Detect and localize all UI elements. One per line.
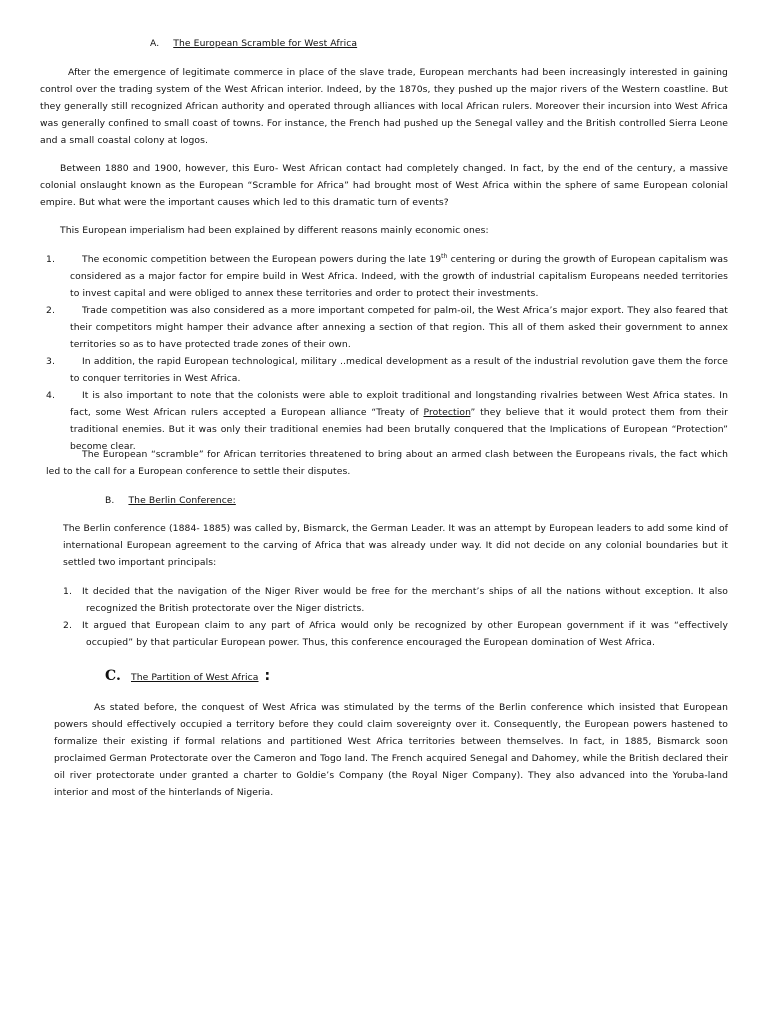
list-item <box>63 583 728 617</box>
section-a-paragraph-2: Between 1880 and 1900, however, this Euro- West African contact had completely changed. In fact, by the end of the century, a massive colonial onslaught known as the European “Scramble for Africa” had brought most of West Africa within the sphere of same European colonial empire. But what were the important causes which led to this dramatic turn of events? <box>40 163 728 208</box>
section-b-heading <box>105 492 236 509</box>
causes-list <box>46 251 728 455</box>
list-item-text: In addition, the rapid European technological, military ..medical development as a result of the industrial revolution gave them the force to conquer territories in West Africa. <box>70 356 728 384</box>
ordinal-suffix: th <box>441 252 448 260</box>
section-b-title: The Berlin Conference: <box>128 495 236 506</box>
list-item-number: 1. <box>63 586 72 597</box>
list-item-number: 4. <box>46 390 55 401</box>
list-item-number: 3. <box>46 356 55 367</box>
section-c-letter: C. <box>105 668 121 684</box>
underlined-term: Protection <box>423 407 471 418</box>
section-a-heading <box>150 35 357 52</box>
list-item-number: 1. <box>46 254 55 265</box>
list-item-text <box>70 251 728 302</box>
section-b-letter: B. <box>105 495 115 506</box>
list-item-text-part: It is also important to note that the colonists were able to exploit traditional and longstanding rivalries between West Africa states. In fact, some West African rulers accepted a European alliance “Treaty of <box>70 390 728 418</box>
section-c-colon: : <box>264 668 271 684</box>
list-item-text-part: centering or during the growth of European capitalism was considered as a major factor for empire build in West Africa. Indeed, with the growth of industrial capitalism Europeans needed territories to invest capital and were obliged to annex these territories and order to protect their investments. <box>70 254 729 299</box>
list-item <box>46 353 728 387</box>
list-item <box>63 617 728 651</box>
section-c-title: The Partition of West Africa <box>130 672 259 683</box>
section-c-paragraph-1: As stated before, the conquest of West Africa was stimulated by the terms of the Berlin conference which insisted that European powers should effectively occupied a territory before they could claim sovereignty over it. Consequently, the European powers hastened to formalize their existing if formal relations and partitioned West Africa territories between themselves. In fact, in 1885, Bismarck soon proclaimed German Protectorate over the Cameron and Togo land. The French acquired Senegal and Dahomey, while the British declared their oil river protectorate under granted a charter to Goldie’s Company (the Royal Niger Company). They also advanced into the Yoruba-land interior and most of the hinterlands of Nigeria. <box>54 702 728 798</box>
principles-list <box>63 583 728 651</box>
list-item-number: 2. <box>46 305 55 316</box>
list-item <box>46 302 728 353</box>
list-item-text-part: The economic competition between the European powers during the late 19 <box>82 254 442 265</box>
list-item <box>46 251 728 302</box>
section-a-title: The European Scramble for West Africa <box>173 38 358 49</box>
list-item-text-part: ” they believe that it would protect them from their traditional enemies. But it was only their traditional enemies had been brutally conquered that the Implications of European “Protection” become clear. <box>70 407 728 452</box>
list-item-number: 2. <box>63 620 72 631</box>
list-item <box>46 387 728 455</box>
section-b-paragraph-1: The Berlin conference (1884- 1885) was called by, Bismarck, the German Leader. It was an attempt by European leaders to add some kind of international European agreement to the carving of Africa that was already under way. It did not decide on any colonial boundaries but it settled two important principals: <box>63 523 728 568</box>
list-item-text: It argued that European claim to any part of Africa would only be recognized by other European government if it was “effectively occupied” by that particular European power. Thus, this conference encouraged the European domination of West Africa. <box>82 620 728 648</box>
section-a-letter: A. <box>150 38 160 49</box>
section-a-paragraph-1: After the emergence of legitimate commerce in place of the slave trade, European merchants had been increasingly interested in gaining control over the trading system of the West African interior. Indeed, by the 1870s, they pushed up the major rivers of the Western coastline. But they generally still recognized African authority and operated through alliances with local African rulers. Moreover their incursion into West Africa was generally confined to small coast of towns. For instance, the French had pushed up the Senegal valley and the British controlled Sierra Leone and a small coastal colony at logos. <box>40 67 728 146</box>
section-a-paragraph-4: The European “scramble” for African territories threatened to bring about an armed clash between the Europeans rivals, the fact which led to the call for a European conference to settle their disputes. <box>46 449 728 477</box>
section-c-heading <box>105 668 270 686</box>
section-a-paragraph-3: This European imperialism had been explained by different reasons mainly economic ones: <box>60 225 489 236</box>
list-item-text: It decided that the navigation of the Niger River would be free for the merchant’s ships of all the nations without exception. It also recognized the British protectorate over the Niger districts. <box>82 586 728 614</box>
list-item-text: Trade competition was also considered as a more important competed for palm-oil, the West Africa’s major export. They also feared that their competitors might hamper their advance after annexing a section of that region. This all of them asked their government to annex territories so as to have protected trade zones of their own. <box>70 305 728 350</box>
list-item-text <box>70 387 728 455</box>
